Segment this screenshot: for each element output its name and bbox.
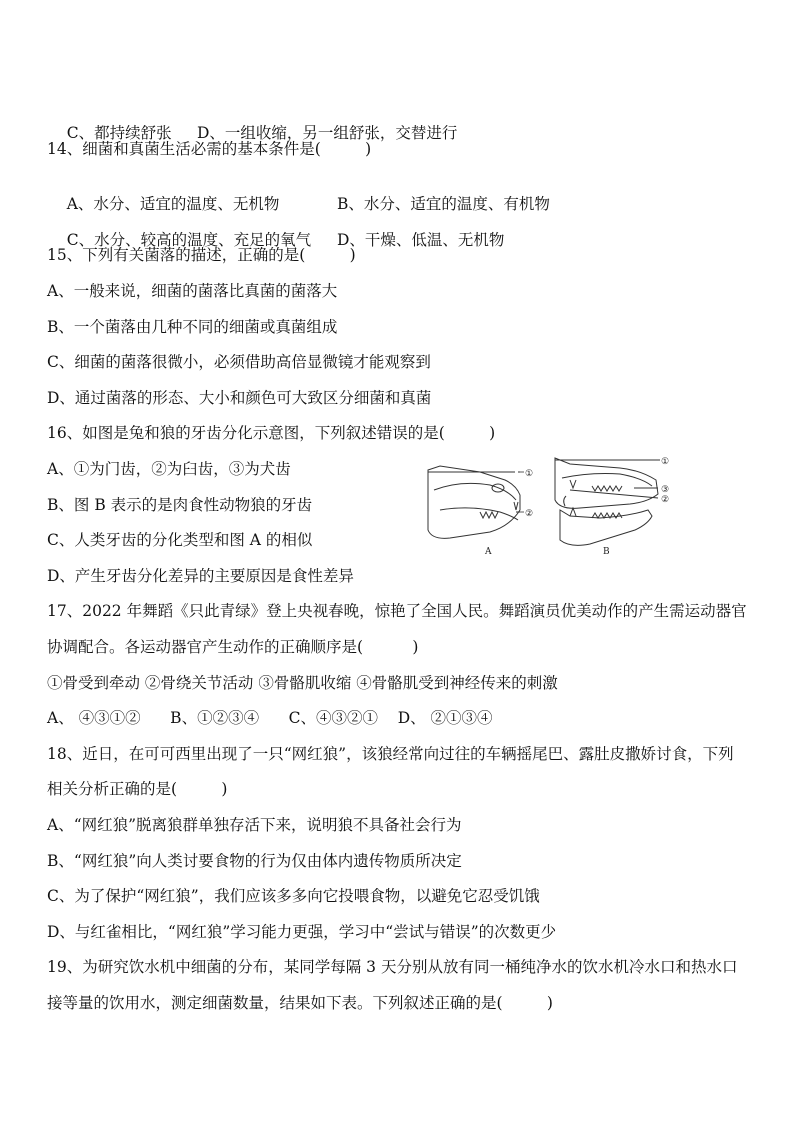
figure-label-a: A — [485, 547, 492, 557]
q18-option-c: C、为了保护“网红狼”，我们应该多多向它投喂食物，以避免它忍受饥饿 — [47, 887, 540, 905]
q16-stem: 16、如图是兔和狼的牙齿分化示意图，下列叙述错误的是( ) — [47, 424, 496, 442]
q18-option-a: A、“网红狼”脱离狼群单独存活下来，说明狼不具备社会行为 — [47, 816, 462, 834]
q19-stem-line-1: 19、为研究饮水机中细菌的分布，某同学每隔 3 天分别从放有同一桶纯净水的饮水机冷水口和热水口 — [47, 958, 738, 976]
q14-stem: 14、细菌和真菌生活必需的基本条件是( ) — [47, 140, 372, 158]
q16-option-c: C、人类牙齿的分化类型和图 A 的相似 — [47, 531, 313, 549]
q17-stem-line-2: 协调配合。各运动器官产生动作的正确顺序是( ) — [47, 638, 419, 656]
leader-lines — [520, 472, 524, 512]
q14-option-a: A、水分、适宜的温度、无机物 — [66, 195, 280, 213]
q16-option-d: D、产生牙齿分化差异的主要原因是食性差异 — [47, 567, 354, 585]
q15-option-d: D、通过菌落的形态、大小和颜色可大致区分细菌和真菌 — [47, 389, 432, 407]
q14-option-d: D、干燥、低温、无机物 — [337, 231, 505, 249]
q18-option-b: B、“网红狼”向人类讨要食物的行为仅由体内遗传物质所决定 — [47, 852, 462, 870]
q18-stem-line-2: 相关分析正确的是( ) — [47, 780, 228, 798]
figure-b-mark-2: ② — [661, 495, 670, 505]
q14-option-b: B、水分、适宜的温度、有机物 — [337, 195, 550, 213]
q13-option-c: C、都持续舒张 — [66, 124, 172, 142]
q17-items: ①骨受到牵动 ②骨绕关节活动 ③骨骼肌收缩 ④骨骼肌受到神经传来的刺激 — [47, 674, 558, 692]
q16-option-a: A、①为门齿，②为臼齿，③为犬齿 — [47, 460, 291, 478]
q18-stem-line-1: 18、近日，在可可西里出现了一只“网红狼”，该狼经常向过往的车辆摇尾巴、露肚皮撒娇讨食，下列 — [47, 745, 734, 763]
q17-options: A、 ④③①② B、①②③④ C、④③②① D、 ②①③④ — [47, 709, 493, 727]
q15-option-c: C、细菌的菌落很微小，必须借助高倍显微镜才能观察到 — [47, 353, 431, 371]
teeth-diagram-svg — [420, 450, 690, 565]
figure-a-mark-2: ② — [525, 509, 534, 519]
q15-option-b: B、一个菌落由几种不同的细菌或真菌组成 — [47, 318, 338, 336]
figure-label-b: B — [603, 547, 610, 557]
skull-a-drawing — [428, 466, 520, 538]
q18-option-d: D、与红雀相比，“网红狼”学习能力更强，学习中“尝试与错误”的次数更少 — [47, 923, 557, 941]
q17-stem-line-1: 17、2022 年舞蹈《只此青绿》登上央视春晚，惊艳了全国人民。舞蹈演员优美动作的产生需运动器官 — [47, 602, 747, 620]
figure-a-mark-1: ① — [525, 469, 534, 479]
teeth-figure — [420, 450, 690, 565]
figure-b-mark-3: ③ — [661, 485, 670, 495]
q13-option-d: D、一组收缩，另一组舒张，交替进行 — [197, 124, 458, 142]
q15-stem: 15、下列有关菌落的描述，正确的是( ) — [47, 246, 356, 264]
q19-stem-line-2: 接等量的饮用水，测定细菌数量，结果如下表。下列叙述正确的是( ) — [47, 994, 553, 1012]
figure-b-mark-1: ① — [661, 457, 670, 467]
q16-option-b: B、图 B 表示的是肉食性动物狼的牙齿 — [47, 496, 313, 514]
q14-option-c: C、水分、较高的温度、充足的氧气 — [66, 231, 312, 249]
q15-option-a: A、一般来说，细菌的菌落比真菌的菌落大 — [47, 282, 338, 300]
skull-b-drawing — [555, 458, 660, 545]
